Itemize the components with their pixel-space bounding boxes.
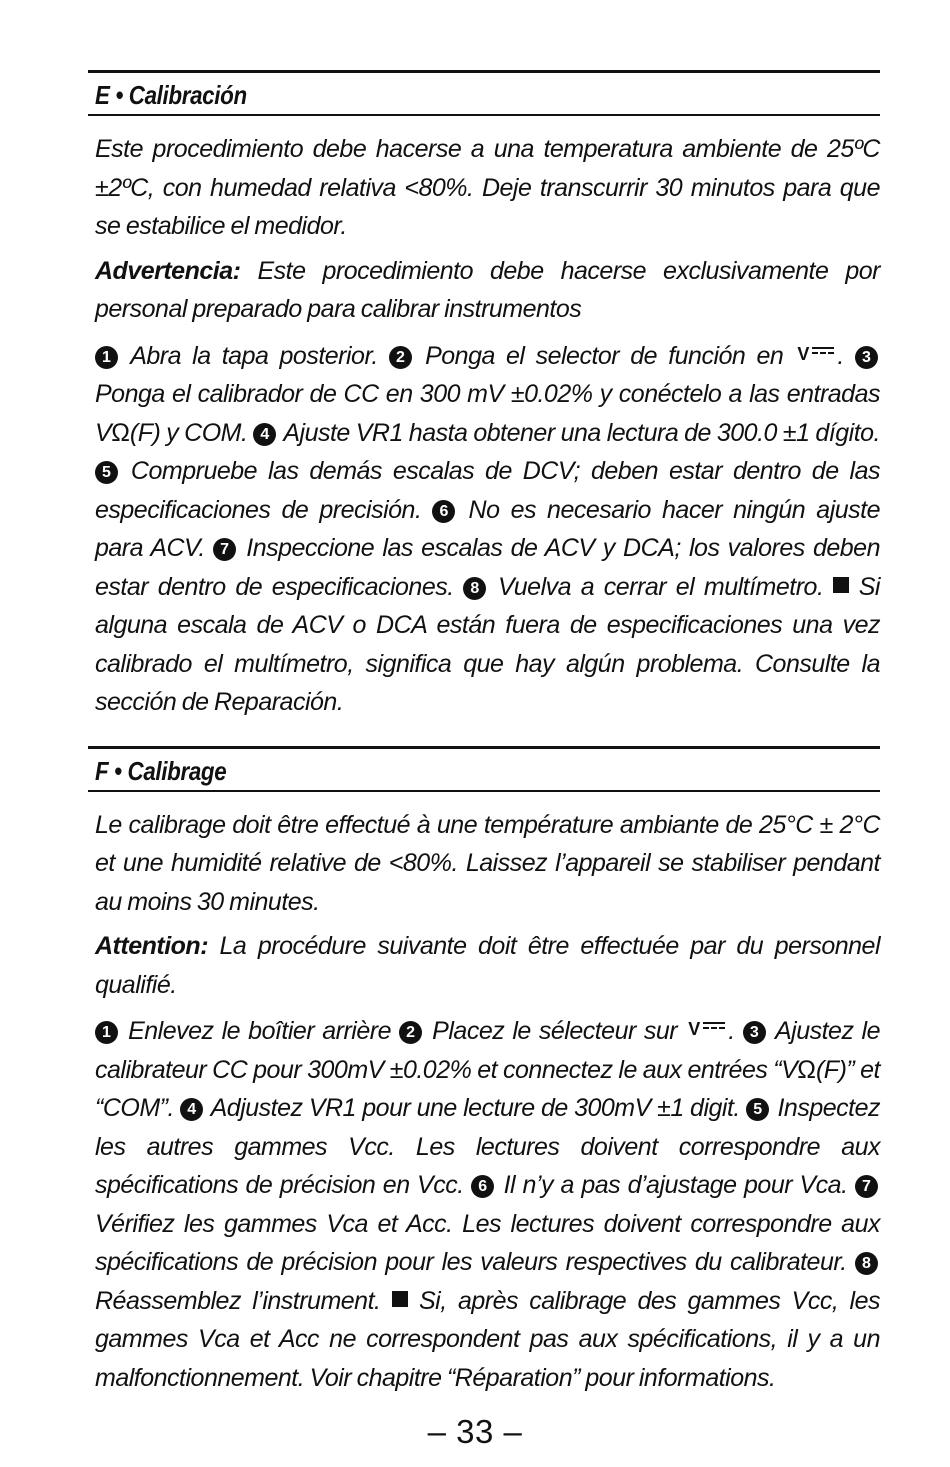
- dc-voltage-letter: V: [688, 1019, 701, 1039]
- dc-voltage-icon: [688, 1010, 725, 1049]
- step-8-text: Vuelva a cerrar el multímetro.: [488, 572, 834, 601]
- warning-label: Advertencia:: [95, 256, 241, 285]
- step-1-icon: 1: [95, 346, 118, 369]
- section-calibracion: [88, 70, 880, 722]
- section-header: [88, 70, 880, 116]
- step-3-icon: 3: [855, 346, 878, 369]
- closing-text: Si, après calibrage des gammes Vcc, les gammes Vca et Acc ne correspondent pas aux spécifications, il y a un malfonctionnement. Voir chapitre “Réparation” pour informations.: [95, 1286, 880, 1392]
- section-header: [88, 746, 880, 792]
- intro-paragraph: [95, 806, 880, 922]
- intro-text: Este procedimiento debe hacerse a una temperatura ambiente de 25ºC ±2ºC, con humedad relativa <80%. Deje transcurrir 30 minutos para que se estabilice el medidor.: [95, 135, 880, 240]
- step-7-icon: 7: [213, 538, 236, 561]
- dc-lines-icon: [812, 347, 834, 355]
- step-2-icon: 2: [389, 346, 412, 369]
- step-3-text-a: Ajustez le calibrateur CC pour 300mV ±0.02% et connectez le aux entrées “V: [95, 1017, 880, 1084]
- step-6-text: No es necesario hacer ningún ajuste para ACV.: [95, 495, 880, 562]
- step-8-text: Réassemblez l’instrument.: [95, 1286, 392, 1315]
- step-4-icon: 4: [180, 1098, 203, 1121]
- end-square-icon: [392, 1291, 408, 1307]
- step-6-text: Il n’y a pas d’ajustage pour Vca.: [496, 1171, 855, 1199]
- omega-symbol: Ω: [111, 418, 130, 447]
- step-4-icon: 4: [253, 423, 276, 446]
- dc-voltage-icon: [797, 335, 834, 374]
- omega-symbol: Ω: [797, 1055, 816, 1084]
- manual-page: [88, 70, 880, 1403]
- section-title: F • Calibrage: [95, 755, 227, 786]
- step-4-text: Ajuste VR1 hasta obtener una lectura de 300.0 ±1 dígito.: [278, 418, 881, 447]
- step-3-text-a: Ponga el calibrador de CC en 300 mV ±0.02% y conéctelo a las entradas V: [95, 380, 880, 447]
- step-5-icon: 5: [746, 1098, 769, 1121]
- step-8-icon: 8: [855, 1252, 878, 1275]
- step-2-end: .: [728, 1017, 743, 1045]
- step-3-icon: 3: [743, 1021, 766, 1044]
- step-2-text: Ponga el selector de función en: [413, 341, 795, 370]
- step-2-text: Placez le sélecteur sur: [424, 1017, 686, 1045]
- warning-paragraph: [95, 927, 880, 1004]
- step-7-text: Inspeccione las escalas de ACV y DCA; los valores deben estar dentro de especificaciones.: [95, 534, 880, 601]
- page-number: – 33 –: [427, 1413, 523, 1450]
- closing-text: Si alguna escala de ACV o DCA están fuera de especificaciones una vez calibrado el multímetro, significa que hay algún problema. Consulte la sección de Reparación.: [95, 572, 880, 716]
- dc-lines-icon: [703, 1022, 725, 1030]
- step-4-text: Adjustez VR1 pour une lecture de 300mV ±1 digit.: [205, 1094, 747, 1122]
- step-5-text: Inspectez les autres gammes Vcc. Les lectures doivent correspondre aux spécifications de précision en Vcc.: [95, 1094, 880, 1199]
- step-1-icon: 1: [95, 1021, 118, 1044]
- step-5-icon: 5: [95, 461, 118, 484]
- steps-paragraph: [95, 335, 880, 722]
- section-title: E • Calibración: [95, 80, 247, 110]
- warning-text: Este procedimiento debe hacerse exclusivamente por personal preparado para calibrar instrumentos: [95, 256, 880, 323]
- step-2-icon: 2: [399, 1021, 422, 1044]
- step-2-end: .: [837, 341, 855, 370]
- step-7-icon: 7: [855, 1175, 878, 1198]
- step-6-icon: 6: [432, 500, 455, 523]
- step-1-text: Enlevez le boîtier arrière: [120, 1017, 400, 1045]
- intro-text: Le calibrage doit être effectué à une température ambiante de 25°C ± 2°C et une humidité relative de <80%. Laissez l’appareil se stabiliser pendant au moins 30 minutes.: [95, 810, 880, 916]
- end-square-icon: [833, 577, 849, 593]
- step-5-text: Compruebe las demás escalas de DCV; deben estar dentro de las especificaciones de precisión.: [95, 457, 880, 524]
- step-3-text-b: (F) y COM.: [129, 418, 254, 447]
- steps-paragraph: [95, 1010, 880, 1397]
- warning-text: La procédure suivante doit être effectuée par du personnel qualifié.: [95, 932, 880, 999]
- step-3-text-b: (F)” et “COM”.: [95, 1055, 880, 1122]
- intro-paragraph: [95, 130, 880, 246]
- dc-voltage-letter: V: [797, 343, 810, 364]
- section-calibrage: [88, 746, 880, 1398]
- step-6-icon: 6: [471, 1175, 494, 1198]
- warning-paragraph: [95, 252, 880, 329]
- warning-label: Attention:: [95, 932, 209, 960]
- step-1-text: Abra la tapa posterior.: [120, 341, 389, 370]
- step-7-text: Vérifiez les gammes Vca et Acc. Les lectures doivent correspondre aux spécifications de précision pour les valeurs respectives du calibrateur.: [95, 1209, 880, 1276]
- step-8-icon: 8: [463, 577, 486, 600]
